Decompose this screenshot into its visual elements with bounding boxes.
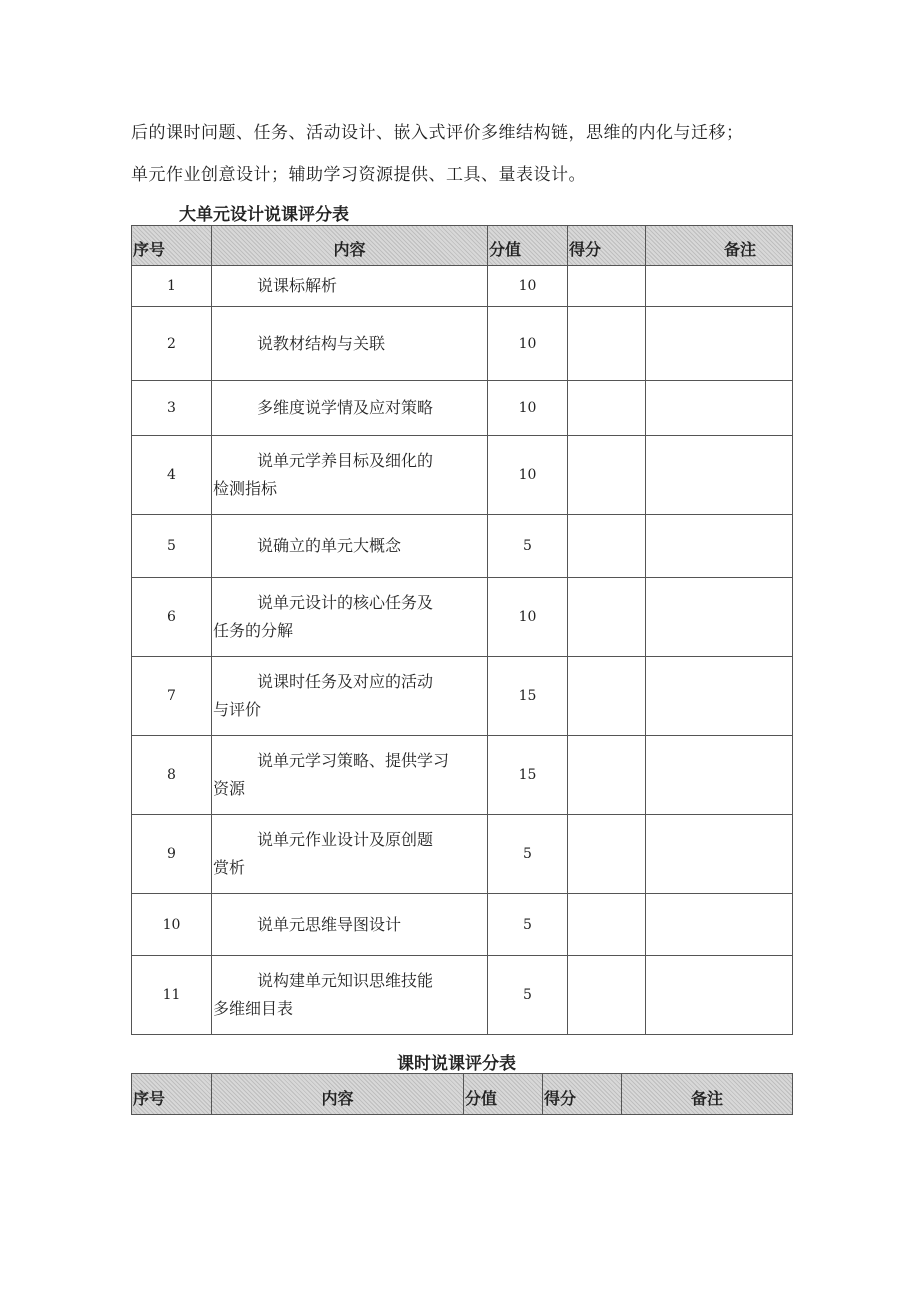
- row-score: [568, 381, 646, 436]
- row-remark: [646, 381, 793, 436]
- row-remark: [646, 436, 793, 515]
- row-score: [568, 515, 646, 578]
- table-row: [132, 578, 793, 657]
- row-no: 1: [132, 266, 212, 307]
- table-row: [132, 515, 793, 578]
- row-value: 5: [488, 815, 568, 894]
- table-row: [132, 307, 793, 381]
- row-score: [568, 736, 646, 815]
- row-remark: [646, 307, 793, 381]
- intro-paragraph: [131, 112, 811, 196]
- header-no: 序号: [132, 226, 212, 266]
- table2-caption: 课时说课评分表: [397, 1054, 516, 1074]
- row-score: [568, 956, 646, 1035]
- row-value: 10: [488, 381, 568, 436]
- row-score: [568, 815, 646, 894]
- row-content: 说单元学养目标及细化的 检测指标: [212, 436, 488, 515]
- row-no: 9: [132, 815, 212, 894]
- lesson-score-table: [131, 1073, 793, 1115]
- row-content: 说构建单元知识思维技能 多维细目表: [212, 956, 488, 1035]
- row-score: [568, 894, 646, 956]
- row-value: 5: [488, 956, 568, 1035]
- table-row: [132, 736, 793, 815]
- row-content: 说单元设计的核心任务及 任务的分解: [212, 578, 488, 657]
- header-content: 内容: [212, 1074, 464, 1115]
- row-no: 10: [132, 894, 212, 956]
- row-content: 多维度说学情及应对策略: [212, 381, 488, 436]
- table-row: [132, 381, 793, 436]
- row-score: [568, 436, 646, 515]
- table-row: [132, 815, 793, 894]
- row-content: 说教材结构与关联: [212, 307, 488, 381]
- header-value: 分值: [464, 1074, 543, 1115]
- table1-caption: 大单元设计说课评分表: [179, 205, 349, 225]
- row-value: 10: [488, 266, 568, 307]
- header-score: 得分: [568, 226, 646, 266]
- row-content: 说单元思维导图设计: [212, 894, 488, 956]
- table-row: [132, 657, 793, 736]
- table-row: [132, 894, 793, 956]
- row-content: 说课时任务及对应的活动 与评价: [212, 657, 488, 736]
- table-row: [132, 266, 793, 307]
- row-remark: [646, 956, 793, 1035]
- paragraph-line-2: 单元作业创意设计；辅助学习资源提供、工具、量表设计。: [131, 165, 586, 185]
- row-value: 5: [488, 894, 568, 956]
- row-value: 15: [488, 657, 568, 736]
- row-remark: [646, 515, 793, 578]
- row-content: 说单元作业设计及原创题 赏析: [212, 815, 488, 894]
- row-no: 4: [132, 436, 212, 515]
- header-score: 得分: [543, 1074, 622, 1115]
- header-content: 内容: [212, 226, 488, 266]
- row-remark: [646, 815, 793, 894]
- row-value: 10: [488, 307, 568, 381]
- row-no: 6: [132, 578, 212, 657]
- row-no: 2: [132, 307, 212, 381]
- row-value: 10: [488, 578, 568, 657]
- row-remark: [646, 894, 793, 956]
- row-no: 11: [132, 956, 212, 1035]
- table-row: [132, 956, 793, 1035]
- row-no: 3: [132, 381, 212, 436]
- header-no: 序号: [132, 1074, 212, 1115]
- header-remark: 备注: [646, 226, 793, 266]
- row-value: 10: [488, 436, 568, 515]
- row-no: 8: [132, 736, 212, 815]
- row-remark: [646, 657, 793, 736]
- header-value: 分值: [488, 226, 568, 266]
- paragraph-line-1: 后的课时问题、任务、活动设计、嵌入式评价多维结构链，思维的内化与迁移；: [131, 123, 744, 143]
- row-value: 5: [488, 515, 568, 578]
- unit-design-score-table: [131, 225, 793, 1035]
- row-remark: [646, 266, 793, 307]
- row-content: 说确立的单元大概念: [212, 515, 488, 578]
- row-value: 15: [488, 736, 568, 815]
- row-no: 5: [132, 515, 212, 578]
- table-row: [132, 436, 793, 515]
- row-remark: [646, 736, 793, 815]
- row-score: [568, 657, 646, 736]
- row-no: 7: [132, 657, 212, 736]
- row-score: [568, 266, 646, 307]
- row-score: [568, 307, 646, 381]
- row-content: 说课标解析: [212, 266, 488, 307]
- header-remark: 备注: [622, 1074, 793, 1115]
- row-score: [568, 578, 646, 657]
- row-remark: [646, 578, 793, 657]
- row-content: 说单元学习策略、提供学习 资源: [212, 736, 488, 815]
